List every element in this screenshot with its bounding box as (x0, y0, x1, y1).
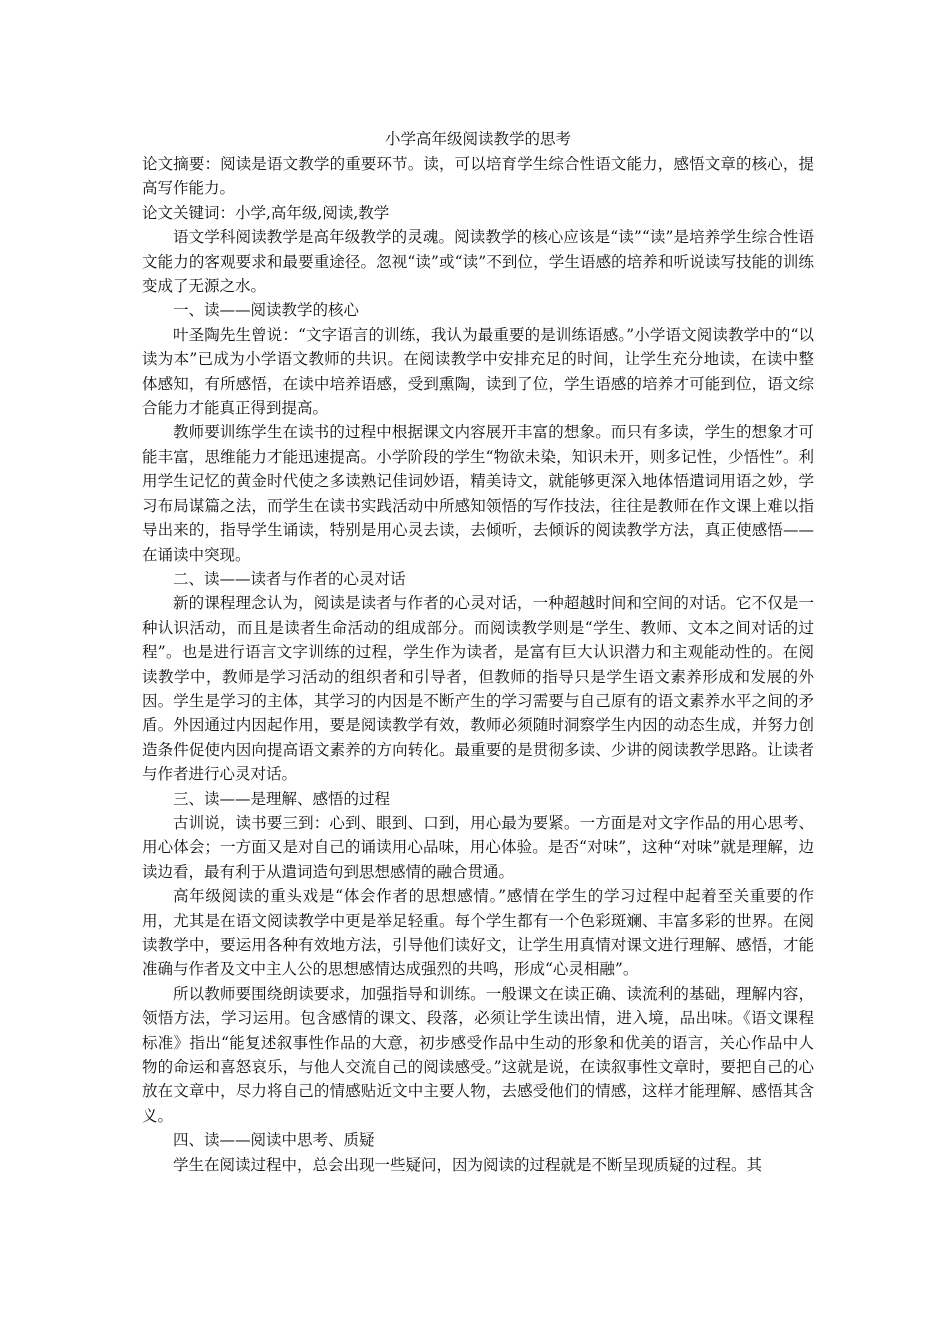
section-4-paragraph-1: 学生在阅读过程中，总会出现一些疑问，因为阅读的过程就是不断呈现质疑的过程。其 (173, 1155, 763, 1174)
intro-paragraph: 语文学科阅读教学是高年级教学的灵魂。阅读教学的核心应该是“读”“读”是培养学生综合性语文能力的客观要求和最要重途径。忽视“读”或“读”不到位，学生语感的培养和听说读写技能的训练变成了无源之水。 (142, 228, 814, 296)
section-3-paragraph-2: 高年级阅读的重头戏是“体会作者的思想感情。”感情在学生的学习过程中起着至关重要的作用，尤其是在语文阅读教学中更是举足轻重。每个学生都有一个色彩斑斓、丰富多彩的世界。在阅读教学中，要运用各种有效地方法，引导他们读好文，让学生用真情对课文进行理解、感悟，才能准确与作者及文中主人公的思想感情达成强烈的共鸣，形成“心灵相融”。 (142, 887, 814, 979)
section-1-paragraph-2: 教师要训练学生在读书的过程中根据课文内容展开丰富的想象。而只有多读，学生的想象才可能丰富，思维能力才能迅速提高。小学阶段的学生“物欲未染，知识未开，则多记性，少悟性”。利用学生记忆的黄金时代使之多读熟记佳词妙语，精美诗文，就能够更深入地体悟遣词用语之妙，学习布局谋篇之法，而学生在读书实践活动中所感知领悟的写作技法，往往是教师在作文课上难以指导出来的，指导学生诵读，特别是用心灵去读，去倾听，去倾诉的阅读教学方法，真正使感悟——在诵读中突现。 (142, 423, 814, 564)
section-1-heading: 一、读——阅读教学的核心 (173, 301, 360, 320)
abstract-paragraph: 论文摘要：阅读是语文教学的重要环节。读，可以培育学生综合性语文能力，感悟文章的核心，提高写作能力。 (142, 155, 814, 198)
section-1-paragraph-1: 叶圣陶先生曾说：“文字语言的训练，我认为最重要的是训练语感。”小学语文阅读教学中的“以读为本”已成为小学语文教师的共识。在阅读教学中安排充足的时间，让学生充分地读，在读中整体感知，有所感悟，在读中培养语感，受到熏陶，读到了位，学生语感的培养才可能到位，语文综合能力才能真正得到提高。 (142, 325, 814, 418)
section-2-paragraph-1: 新的课程理念认为，阅读是读者与作者的心灵对话，一种超越时间和空间的对话。它不仅是一种认识活动，而且是读者生命活动的组成部分。而阅读教学则是“学生、教师、文本之间对话的过程”。也是进行语言文字训练的过程，学生作为读者，是富有巨大认识潜力和主观能动性的。在阅读教学中，教师是学习活动的组织者和引导者，但教师的指导只是学生语文素养形成和发展的外因。学生是学习的主体，其学习的内因是不断产生的学习需要与自己原有的语文素养水平之间的矛盾。外因通过内因起作用，要是阅读教学有效，教师必须随时洞察学生内因的动态生成，并努力创造条件促使内因向提高语文素养的方向转化。最重要的是贯彻多读、少讲的阅读教学思路。让读者与作者进行心灵对话。 (142, 594, 814, 784)
section-3-paragraph-3: 所以教师要围绕朗读要求，加强指导和训练。一般课文在读正确、读流利的基础，理解内容，领悟方法，学习运用。包含感情的课文、段落，必须让学生读出情，进入境，品出味。《语文课程标准》指出“能复述叙事性作品的大意，初步感受作品中生动的形象和优美的语言，关心作品中人物的命运和喜怒哀乐，与他人交流自己的阅读感受。”这就是说，在读叙事性文章时，要把自己的心放在文章中，尽力将自己的情感贴近文中主要人物，去感受他们的情感，这样才能理解、感悟其含义。 (142, 984, 814, 1125)
section-3-heading: 三、读——是理解、感悟的过程 (173, 789, 391, 808)
document-page (142, 126, 814, 1177)
section-4-heading: 四、读——阅读中思考、质疑 (173, 1131, 375, 1150)
section-3-paragraph-1: 古训说，读书要三到：心到、眼到、口到，用心最为要紧。一方面是对文字作品的用心思考、用心体会；一方面又是对自己的诵读用心品味，用心体验。是否“对味”，这种“对味”就是理解，边读边看，最有利于从遣词造句到思想感情的融合贯通。 (142, 813, 814, 881)
document-title: 小学高年级阅读教学的思考 (384, 130, 571, 148)
keywords-line: 论文关键词：小学,高年级,阅读,教学 (142, 203, 390, 222)
section-2-heading: 二、读——读者与作者的心灵对话 (173, 569, 406, 588)
